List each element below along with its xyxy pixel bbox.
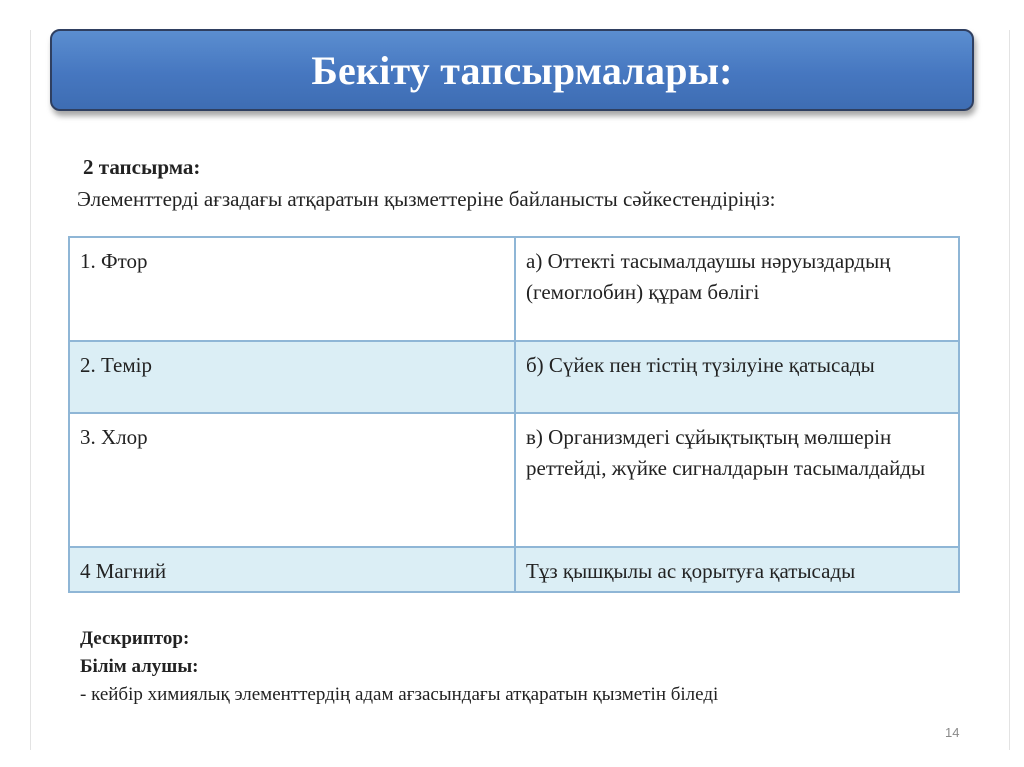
table-row bbox=[69, 413, 959, 547]
matching-table bbox=[68, 236, 960, 593]
descriptor-item: - кейбір химиялық элементтердің адам ағзасындағы атқаратын қызметін біледі bbox=[80, 684, 719, 705]
slide-title: Бекіту тапсырмалары: bbox=[311, 47, 733, 93]
descriptor-block bbox=[80, 625, 718, 709]
table-row bbox=[69, 341, 959, 413]
function-cell: а) Оттекті тасымалдаушы нәруыздардың (гемоглобин) құрам бөлігі bbox=[515, 237, 959, 341]
title-banner bbox=[50, 29, 974, 111]
table-row bbox=[69, 547, 959, 592]
task-instruction: Элементтерді ағзадағы атқаратын қызметтеріне байланысты сәйкестендіріңіз: bbox=[77, 187, 776, 211]
descriptor-subheading: Білім алушы: bbox=[80, 656, 199, 677]
function-cell: в) Организмдегі сұйықтықтың мөлшерін реттейді, жүйке сигналдарын тасымалдайды bbox=[515, 413, 959, 547]
table-row bbox=[69, 237, 959, 341]
element-cell: 3. Хлор bbox=[69, 413, 515, 547]
task-number: 2 тапсырма: bbox=[83, 155, 201, 179]
page-number: 14 bbox=[945, 725, 960, 740]
element-cell: 4 Магний bbox=[69, 547, 515, 592]
element-cell: 1. Фтор bbox=[69, 237, 515, 341]
descriptor-heading: Дескриптор: bbox=[80, 628, 190, 649]
function-cell: б) Сүйек пен тістің түзілуіне қатысады bbox=[515, 341, 959, 413]
function-cell: Тұз қышқылы ас қорытуға қатысады bbox=[515, 547, 959, 592]
element-cell: 2. Темір bbox=[69, 341, 515, 413]
